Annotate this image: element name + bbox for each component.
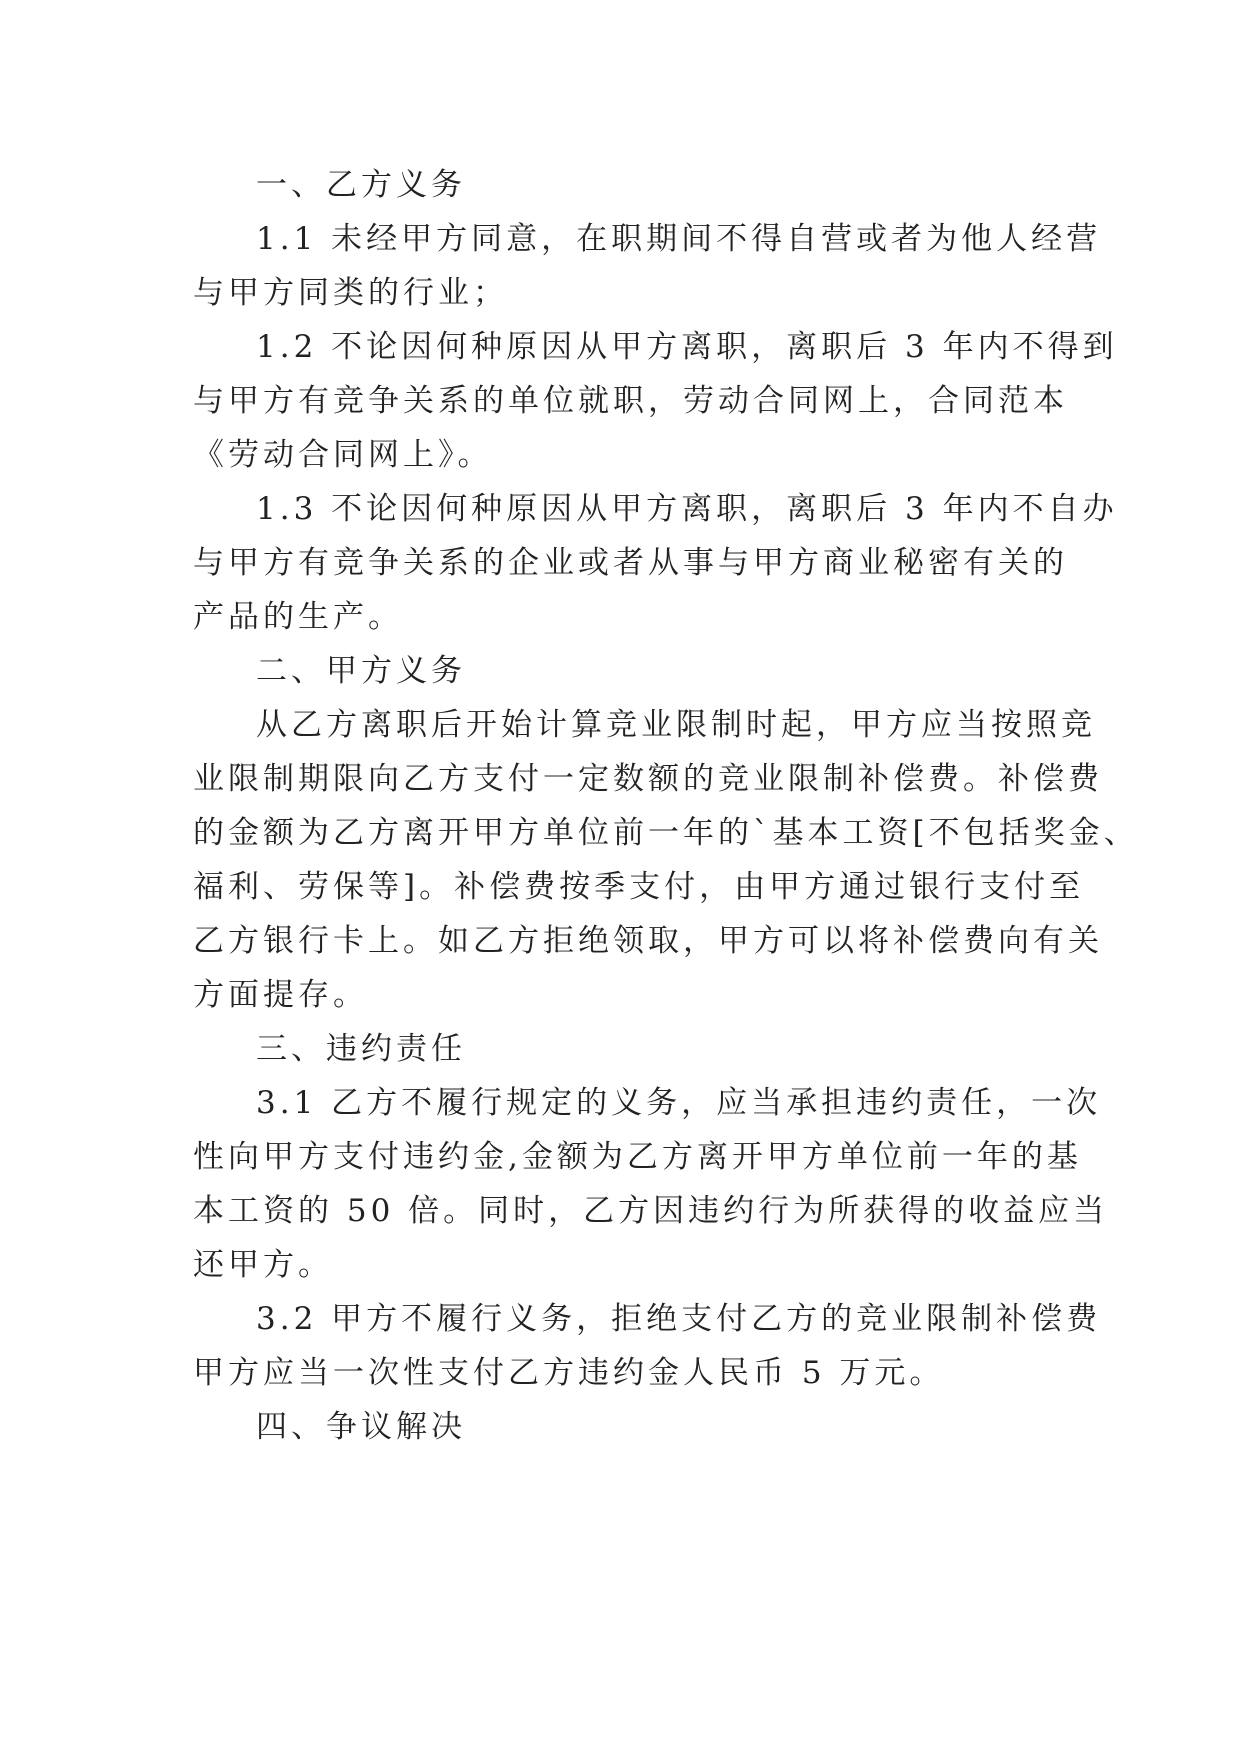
paragraph-line: 甲方应当一次性支付乙方违约金人民币 5 万元。 [193, 1355, 945, 1391]
paragraph-line: 的金额为乙方离开甲方单位前一年的`基本工资[不包括奖金、 [193, 815, 1139, 851]
section-heading-3: 三、违约责任 [256, 1031, 466, 1067]
paragraph-line: 业限制期限向乙方支付一定数额的竞业限制补偿费。补偿费 [193, 761, 1103, 797]
paragraph-line: 1.2 不论因何种原因从甲方离职，离职后 3 年内不得到 [256, 329, 1118, 365]
paragraph-line: 与甲方同类的行业； [193, 275, 508, 311]
paragraph-line: 方面提存。 [193, 977, 368, 1013]
paragraph-line: 从乙方离职后开始计算竞业限制时起，甲方应当按照竞 [256, 707, 1096, 743]
paragraph-line: 与甲方有竞争关系的企业或者从事与甲方商业秘密有关的 [193, 545, 1068, 581]
section-heading-2: 二、甲方义务 [256, 653, 466, 689]
paragraph-line: 3.2 甲方不履行义务，拒绝支付乙方的竞业限制补偿费 [256, 1301, 1102, 1337]
paragraph-line: 1.3 不论因何种原因从甲方离职，离职后 3 年内不自办 [256, 491, 1118, 527]
paragraph-line: 1.1 未经甲方同意，在职期间不得自营或者为他人经营 [256, 221, 1102, 257]
paragraph-line: 本工资的 50 倍。同时，乙方因违约行为所获得的收益应当 [193, 1193, 1109, 1229]
paragraph-line: 性向甲方支付违约金,金额为乙方离开甲方单位前一年的基 [193, 1139, 1082, 1175]
paragraph-line: 《劳动合同网上》。 [193, 437, 493, 473]
paragraph-line: 还甲方。 [193, 1247, 333, 1283]
paragraph-line: 福利、劳保等]。补偿费按季支付，由甲方通过银行支付至 [193, 869, 1085, 905]
paragraph-line: 3.1 乙方不履行规定的义务，应当承担违约责任，一次 [256, 1085, 1102, 1121]
section-heading-4: 四、争议解决 [256, 1409, 466, 1445]
paragraph-line: 乙方银行卡上。如乙方拒绝领取，甲方可以将补偿费向有关 [193, 923, 1103, 959]
paragraph-line: 与甲方有竞争关系的单位就职，劳动合同网上，合同范本 [193, 383, 1068, 419]
section-heading-1: 一、乙方义务 [256, 167, 466, 203]
paragraph-line: 产品的生产。 [193, 599, 403, 635]
